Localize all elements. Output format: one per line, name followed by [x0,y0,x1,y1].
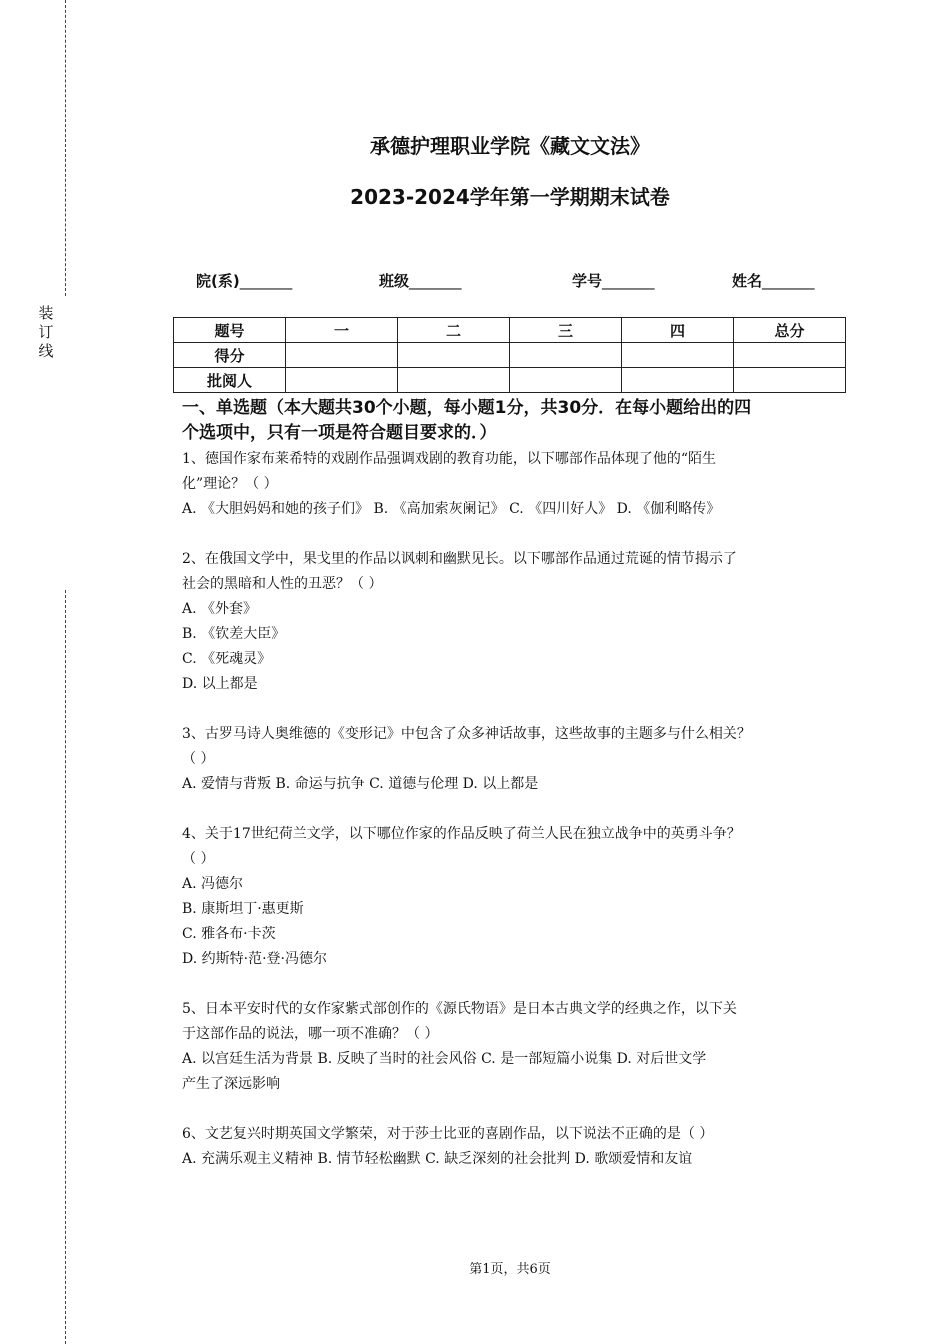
score-cell[interactable] [286,368,398,393]
question-option: C. 雅各布·卡茨 [182,926,276,942]
score-table-row [174,368,846,393]
score-col-header: 一 [286,318,398,343]
info-blank: _______ [409,272,462,290]
question-option: B. 《钦差大臣》 [182,626,286,642]
question-text: （ ） [182,751,215,767]
question-options: A. 《大胆妈妈和她的孩子们》 B. 《高加索灰阑记》 C. 《四川好人》 D. 《伽利略传》 [182,501,721,517]
question-options: 产生了深远影响 [182,1076,280,1092]
question-text: 于这部作品的说法，哪一项不准确？（ ） [182,1026,439,1042]
score-table [173,317,846,393]
info-field-name [732,270,815,291]
question-options: A. 充满乐观主义精神 B. 情节轻松幽默 C. 缺乏深刻的社会批判 D. 歌颂爱情和友谊 [182,1151,693,1167]
section-heading-line: 一、单选题（本大题共30个小题，每小题1分，共30分．在每小题给出的四 [182,398,752,418]
score-cell[interactable] [510,368,622,393]
question-text: 4、关于17世纪荷兰文学，以下哪位作家的作品反映了荷兰人民在独立战争中的英勇斗争？ [182,826,741,842]
info-label: 姓名 [732,272,763,290]
score-row-header: 批阅人 [174,368,286,393]
info-blank: _______ [602,272,655,290]
section-heading-line: 个选项中，只有一项是符合题目要求的．） [182,423,497,443]
question-options: A. 爱情与背叛 B. 命运与抗争 C. 道德与伦理 D. 以上都是 [182,776,539,792]
question-option: B. 康斯坦丁·惠更斯 [182,901,304,917]
question-option: D. 以上都是 [182,676,258,692]
exam-content [182,396,842,1172]
score-row-header: 得分 [174,343,286,368]
exam-title-term: 2023-2024学年第一学期期末试卷 [350,185,670,209]
exam-title-school: 承德护理职业学院《藏文文法》 [370,134,650,158]
question-6 [182,1122,842,1172]
score-cell[interactable] [622,343,734,368]
score-col-header: 三 [510,318,622,343]
score-col-header: 四 [622,318,734,343]
binding-label: 装订线 [38,304,54,360]
score-cell[interactable] [734,368,846,393]
info-label: 院(系) [196,272,240,290]
page-number: 第1页，共6页 [469,1262,551,1277]
score-table-row [174,343,846,368]
question-text: 2、在俄国文学中，果戈里的作品以讽刺和幽默见长。以下哪部作品通过荒诞的情节揭示了 [182,551,737,567]
question-text: 6、文艺复兴时期英国文学繁荣，对于莎士比亚的喜剧作品，以下说法不正确的是（ ） [182,1126,714,1142]
info-blank: _______ [239,272,293,290]
score-col-header: 总分 [734,318,846,343]
question-1 [182,447,842,547]
question-text: 3、古罗马诗人奥维德的《变形记》中包含了众多神话故事，这些故事的主题多与什么相关？ [182,726,751,742]
score-col-header: 二 [398,318,510,343]
question-options: A. 以宫廷生活为背景 B. 反映了当时的社会风俗 C. 是一部短篇小说集 D. 对后世文学 [182,1051,707,1067]
info-label: 班级 [379,272,410,290]
question-5 [182,997,842,1122]
question-option: A. 《外套》 [182,601,258,617]
score-cell[interactable] [622,368,734,393]
score-cell[interactable] [398,368,510,393]
question-option: C. 《死魂灵》 [182,651,272,667]
question-text: 5、日本平安时代的女作家紫式部创作的《源氏物语》是日本古典文学的经典之作，以下关 [182,1001,737,1017]
question-3 [182,722,842,822]
score-cell[interactable] [734,343,846,368]
question-text: 1、德国作家布莱希特的戏剧作品强调戏剧的教育功能，以下哪部作品体现了他的“陌生 [182,451,717,467]
score-table-header-row [174,318,846,343]
info-field-department [196,270,292,291]
question-option: D. 约斯特·范·登·冯德尔 [182,951,327,967]
info-blank: _______ [762,272,815,290]
question-text: 社会的黑暗和人性的丑恶？（ ） [182,576,383,592]
score-cell[interactable] [286,343,398,368]
info-label: 学号 [572,272,603,290]
question-option: A. 冯德尔 [182,876,244,892]
question-text: 化”理论？（ ） [182,476,278,492]
question-text: （ ） [182,851,215,867]
score-col-header: 题号 [174,318,286,343]
score-cell[interactable] [510,343,622,368]
info-field-class [379,270,462,291]
binding-dashed-line-bottom [65,590,66,1344]
question-2 [182,547,842,722]
score-cell[interactable] [398,343,510,368]
info-field-student-id [572,270,655,291]
section-heading [182,396,842,446]
question-4 [182,822,842,997]
